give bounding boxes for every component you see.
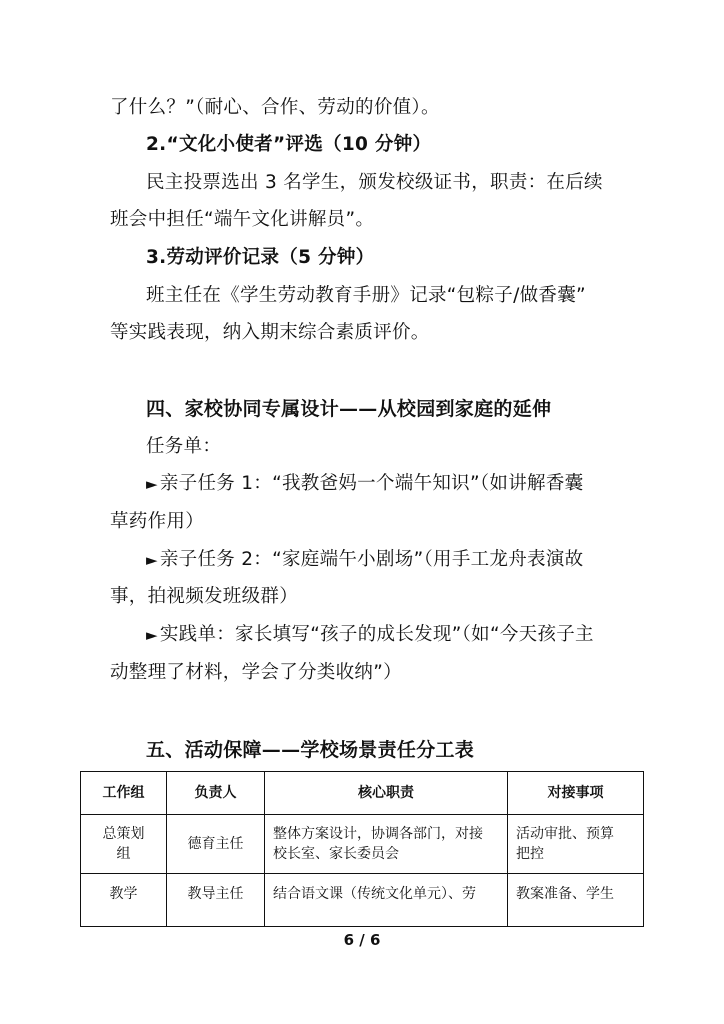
task-item-2-cont: 事，拍视频发班级群） (110, 586, 299, 607)
task-item-2: ► 亲子任务 2：“家庭端午小剧场”（用手工龙舟表演故 (146, 549, 584, 570)
section-heading-home-school: 四、家校协同专属设计——从校园到家庭的延伸 (146, 398, 552, 420)
subheading-labor-evaluation: 3.劳动评价记录（5 分钟） (146, 247, 375, 268)
task-list-intro: 任务单： (146, 436, 222, 457)
table-cell-contact: 活动审批、预算 把控 (508, 815, 644, 874)
table-cell-contact: 教案准备、学生 (508, 874, 644, 927)
section-heading-activity-support: 五、活动保障——学校场景责任分工表 (146, 739, 475, 761)
table-row (81, 874, 644, 927)
table-cell-duty: 结合语文课（传统文化单元）、劳 (265, 874, 508, 927)
table-cell-group: 总策划 组 (81, 815, 167, 874)
column-header: 负责人 (167, 772, 265, 815)
column-header: 对接事项 (508, 772, 644, 815)
table-cell-owner: 德育主任 (167, 815, 265, 874)
table-cell-owner: 教导主任 (167, 874, 265, 927)
column-header: 工作组 (81, 772, 167, 815)
paragraph-line: 班会中担任“端午文化讲解员”。 (110, 209, 375, 230)
column-header: 核心职责 (265, 772, 508, 815)
page-number: 6 / 6 (343, 931, 381, 949)
practice-item-cont: 动整理了材料，学会了分类收纳”） (110, 662, 402, 683)
responsibility-table (80, 771, 644, 927)
paragraph-line: 民主投票选出 3 名学生，颁发校级证书，职责：在后续 (146, 172, 603, 193)
paragraph-line: 等实践表现，纳入期末综合素质评价。 (110, 322, 430, 343)
table-cell-duty: 整体方案设计，协调各部门，对接 校长室、家长委员会 (265, 815, 508, 874)
subheading-cultural-ambassador: 2.“文化小使者”评选（10 分钟） (146, 134, 432, 155)
paragraph-line: 了什么？”（耐心、合作、劳动的价值）。 (110, 97, 440, 118)
task-item-1-cont: 草药作用） (110, 511, 205, 532)
bullet-arrow-icon: ► (146, 551, 158, 569)
paragraph-line: 班主任在《学生劳动教育手册》记录“包粽子/做香囊” (146, 285, 586, 306)
table-cell-group: 教学 (81, 874, 167, 927)
task-item-1: ► 亲子任务 1：“我教爸妈一个端午知识”（如讲解香囊 (146, 473, 584, 494)
bullet-arrow-icon: ► (146, 626, 158, 644)
bullet-arrow-icon: ► (146, 475, 158, 493)
table-header-row (81, 772, 644, 815)
table-row (81, 815, 644, 874)
practice-item: ► 实践单：家长填写“孩子的成长发现”（如“今天孩子主 (146, 624, 594, 645)
